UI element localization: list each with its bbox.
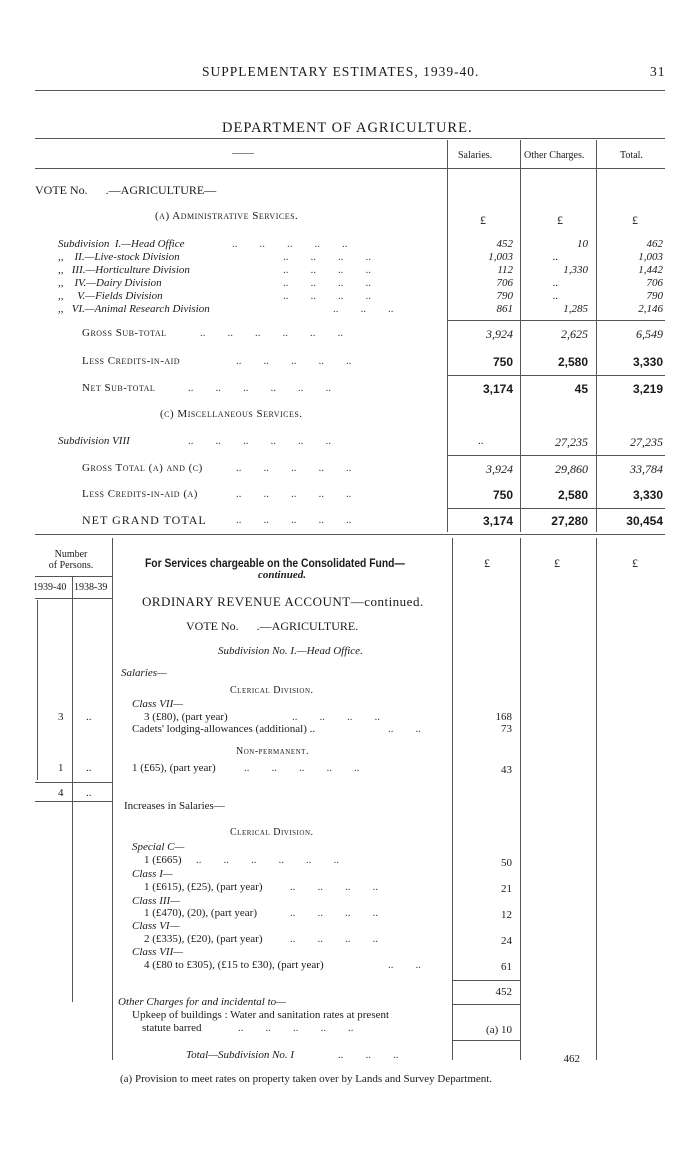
ordinary-revenue-heading: ORDINARY REVENUE ACCOUNT—continued. [142, 594, 424, 609]
upkeep-line-2: statute barred [142, 1022, 202, 1034]
department-title: DEPARTMENT OF AGRICULTURE. [222, 120, 473, 136]
year-1938-39: 1938-39 [74, 582, 108, 593]
bottom-col-line-3 [596, 538, 597, 1060]
dot-leader: .. .. .. .. .. [232, 238, 348, 250]
less-credits-a-other: 2,580 [557, 488, 588, 502]
sub-other: 1,285 [563, 303, 588, 315]
dot-leader: .. .. .. .. .. .. [188, 435, 331, 447]
sub-salaries: 790 [496, 290, 513, 302]
class-iii-item: 1 (£470), (20), (part year) [144, 907, 258, 919]
dot-leader: .. .. .. .. .. [236, 488, 352, 500]
other-charges-heading: Other Charges for and incidental to— [118, 996, 286, 1008]
dot-leader: .. .. .. .. [290, 907, 378, 919]
persons-rule-1 [35, 576, 112, 577]
class-iii-value: 12 [501, 909, 512, 921]
sub-total: 790 [646, 290, 663, 302]
cadets-allowance: Cadets' lodging-allowances (additional) .. [132, 723, 316, 735]
sub-salaries: 861 [496, 303, 513, 315]
rule-net [447, 375, 665, 376]
gross-subtotal-label: Gross Sub-total [82, 327, 167, 339]
dot-leader: .. .. .. .. .. .. [200, 327, 343, 339]
page-number: 31 [650, 64, 666, 79]
persons-1: 1 [58, 762, 64, 774]
header-other-charges: Other Charges. [524, 150, 585, 161]
header-salaries: Salaries. [458, 150, 493, 161]
subdivision-label: ,, VI.—Animal Research Division [58, 303, 210, 315]
currency-total: £ [632, 213, 638, 227]
gross-subtotal-total: 6,549 [636, 327, 663, 341]
gross-total-label: Gross Total (a) and (c) [82, 462, 203, 474]
salaries-subtotal-rule-2 [452, 1004, 520, 1005]
persons-header-text: Number of Persons. [48, 549, 94, 571]
sub-total: 1,003 [638, 251, 663, 263]
class-vii-2-label: Class VII— [132, 946, 184, 958]
subdivision-viii-total: 27,235 [630, 435, 663, 449]
total-subdivision-label: Total—Subdivision No. I [186, 1049, 295, 1061]
total-subdivision-value: 462 [563, 1053, 580, 1065]
special-c-item: 1 (£665) [144, 854, 182, 866]
subdivision-label: Subdivision I.—Head Office [58, 238, 185, 250]
less-credits-a-total: 3,330 [632, 488, 663, 502]
net-grand-total-salaries: 3,174 [482, 514, 513, 528]
class-i-value: 21 [501, 883, 512, 895]
persons-1-prev: .. [86, 762, 92, 774]
persons-4-prev: .. [86, 787, 92, 799]
class-i-item: 1 (£615), (£25), (part year) [144, 881, 263, 893]
sub-other: .. [552, 290, 558, 302]
subdivision-viii-other: 27,235 [555, 435, 588, 449]
header-rule [35, 90, 665, 91]
dot-leader: .. .. .. .. [283, 277, 371, 289]
dot-leader: .. .. .. .. [290, 881, 378, 893]
gross-total-total: 33,784 [630, 462, 663, 476]
persons-bottom-rule [35, 801, 112, 802]
subdivision-label: ,, III.—Horticulture Division [58, 264, 190, 276]
sub-other: 10 [577, 238, 588, 250]
less-credits-total: 3,330 [632, 355, 663, 369]
persons-year-divider [72, 577, 73, 1002]
sub-other: .. [552, 277, 558, 289]
persons-left-border [37, 600, 38, 780]
section-c-heading: (c) Miscellaneous Services. [160, 408, 303, 420]
top-col-line-1 [447, 140, 448, 532]
year-1939-40: 1939-40 [33, 582, 67, 593]
total-rule [452, 1040, 520, 1041]
clerical-division-heading-1: Clerical Division. [230, 685, 314, 696]
less-credits-salaries: 750 [492, 355, 513, 369]
sub-salaries: 706 [496, 277, 513, 289]
section-a-heading: (a) Administrative Services. [155, 210, 299, 222]
subdivision-label: ,, IV.—Dairy Division [58, 277, 162, 289]
salaries-label: Salaries— [121, 667, 167, 679]
net-subtotal-total: 3,219 [632, 382, 663, 396]
bottom-vote-line: VOTE No. .—AGRICULTURE. [186, 619, 359, 633]
salaries-subtotal: 452 [495, 986, 512, 998]
clerical-division-heading-2: Clerical Division. [230, 827, 314, 838]
dot-leader: .. .. .. .. .. [236, 462, 352, 474]
dot-leader: .. .. .. .. .. .. [188, 382, 331, 394]
gross-total-salaries: 3,924 [486, 462, 513, 476]
dot-leader: .. .. [388, 723, 421, 735]
item-3-80-value: 168 [495, 711, 512, 723]
increases-heading: Increases in Salaries— [124, 800, 225, 812]
dot-leader: .. .. .. .. [283, 264, 371, 276]
dot-leader: .. .. .. .. [292, 711, 380, 723]
salaries-subtotal-rule [452, 980, 520, 981]
dot-leader: .. .. .. .. .. [236, 514, 352, 526]
class-vi-value: 24 [501, 935, 512, 947]
page-header-title: SUPPLEMENTARY ESTIMATES, 1939-40. [202, 64, 480, 79]
subdivision-label: ,, II.—Live-stock Division [58, 251, 180, 263]
currency-other: £ [557, 213, 563, 227]
net-subtotal-other: 45 [574, 382, 588, 396]
special-c-label: Special C— [132, 841, 185, 853]
gross-subtotal-other: 2,625 [561, 327, 588, 341]
sub-total: 462 [646, 238, 663, 250]
top-col-line-3 [596, 140, 597, 532]
less-credits-a-salaries: 750 [492, 488, 513, 502]
net-subtotal-salaries: 3,174 [482, 382, 513, 396]
special-c-value: 50 [501, 857, 512, 869]
less-credits-label: Less Credits-in-aid [82, 355, 181, 367]
vote-line: VOTE No. .—AGRICULTURE— [35, 183, 217, 197]
cadets-value: 73 [501, 723, 512, 735]
sub-salaries: 452 [496, 238, 513, 250]
persons-3-prev: .. [86, 711, 92, 723]
class-vii-2-item: 4 (£80 to £305), (£15 to £30), (part year) [144, 959, 324, 971]
sub-total: 1,442 [638, 264, 663, 276]
item-1-65: 1 (£65), (part year) [132, 762, 216, 774]
sub-salaries: 112 [497, 264, 513, 276]
class-vi-item: 2 (£335), (£20), (part year) [144, 933, 263, 945]
dot-leader: .. .. .. .. .. .. [196, 854, 339, 866]
rule-subtotal [447, 320, 665, 321]
dot-leader: .. .. .. [338, 1049, 399, 1061]
persons-header [35, 549, 107, 571]
sub-other: 1,330 [563, 264, 588, 276]
sub-other: .. [552, 251, 558, 263]
upkeep-line-1: Upkeep of buildings : Water and sanitation rates at present [132, 1009, 390, 1021]
net-subtotal-label: Net Sub-total [82, 382, 156, 394]
class-i-label: Class I— [132, 868, 173, 880]
dot-leader: .. .. .. [333, 303, 394, 315]
persons-total-rule [35, 782, 112, 783]
bottom-col-line-2 [520, 538, 521, 1060]
services-continued: continued. [258, 569, 306, 581]
class-vii-label: Class VII— [132, 698, 184, 710]
footnote: (a) Provision to meet rates on property taken over by Lands and Survey Department. [120, 1073, 493, 1085]
top-col-line-2 [520, 140, 521, 532]
bottom-col-line-1 [452, 538, 453, 1060]
services-title: For Services chargeable on the Consolidated Fund— [145, 556, 405, 570]
dot-leader: .. .. .. .. [283, 251, 371, 263]
subdivision-viii-salaries: .. [478, 435, 484, 447]
subdivision-label: ,, V.—Fields Division [58, 290, 163, 302]
sub-salaries: 1,003 [488, 251, 513, 263]
persons-rule-2 [35, 598, 112, 599]
class-iii-label: Class III— [132, 895, 180, 907]
currency-salaries: £ [480, 213, 486, 227]
currency-b-1: £ [484, 556, 490, 570]
less-credits-a-label: Less Credits-in-aid (a) [82, 488, 198, 500]
item-3-80: 3 (£80), (part year) [144, 711, 228, 723]
dot-leader: .. .. .. .. .. [244, 762, 360, 774]
dot-leader: .. .. .. .. [290, 933, 378, 945]
currency-b-2: £ [554, 556, 560, 570]
bottom-subdivision-heading: Subdivision No. I.—Head Office. [218, 645, 363, 657]
subdivision-viii-label: Subdivision VIII [58, 435, 130, 447]
bottom-col-persons-line [112, 538, 113, 1060]
rule-grand-total [447, 508, 665, 509]
dot-leader: .. .. .. .. [283, 290, 371, 302]
persons-3: 3 [58, 711, 64, 723]
dot-leader: .. .. .. .. .. [238, 1022, 354, 1034]
class-vii-2-value: 61 [501, 961, 512, 973]
gross-total-other: 29,860 [555, 462, 588, 476]
dot-leader: .. .. .. .. .. [236, 355, 352, 367]
item-1-65-value: 43 [501, 764, 512, 776]
less-credits-other: 2,580 [557, 355, 588, 369]
upkeep-value: (a) 10 [486, 1024, 512, 1036]
currency-b-3: £ [632, 556, 638, 570]
top-table-bottom-rule [35, 534, 665, 535]
dot-leader: .. .. [388, 959, 421, 971]
sub-total: 706 [646, 277, 663, 289]
class-vi-label: Class VI— [132, 920, 180, 932]
rule-gross-total [447, 455, 665, 456]
net-grand-total-label: NET GRAND TOTAL [82, 513, 207, 527]
net-grand-total-total: 30,454 [626, 514, 663, 528]
header-bottom-rule [35, 168, 665, 169]
header-blank: —— [232, 147, 254, 159]
gross-subtotal-salaries: 3,924 [486, 327, 513, 341]
top-table-rule [35, 138, 665, 139]
sub-total: 2,146 [638, 303, 663, 315]
header-total: Total. [620, 150, 643, 161]
persons-4: 4 [58, 787, 64, 799]
net-grand-total-other: 27,280 [551, 514, 588, 528]
non-permanent-heading: Non-permanent. [236, 746, 309, 757]
